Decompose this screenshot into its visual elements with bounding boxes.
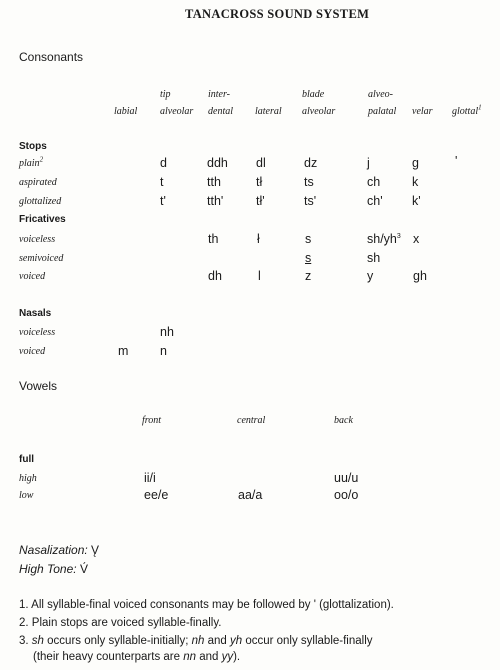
- cell: ii/i: [144, 471, 156, 485]
- cell: j: [367, 156, 370, 170]
- cell: ts': [304, 194, 317, 208]
- cell: ch': [367, 194, 383, 208]
- cell: tth': [207, 194, 224, 208]
- cell: z: [305, 269, 312, 283]
- cell: s: [305, 251, 312, 265]
- cell: tł': [256, 194, 265, 208]
- row-label-glottalized: glottalized: [19, 196, 62, 207]
- cell: d: [160, 156, 167, 170]
- cell: k': [412, 194, 421, 208]
- nasalization-line: Nasalization: V̨: [19, 543, 100, 557]
- cell: k: [412, 175, 419, 189]
- col-front: front: [142, 415, 162, 426]
- consonants-heading: Consonants: [19, 50, 84, 64]
- cell: t: [160, 175, 164, 189]
- cell: uu/u: [334, 471, 359, 485]
- hightone-line: High Tone: V́: [19, 562, 88, 576]
- row-label-low: low: [19, 490, 34, 501]
- cell: $sh/yh^3$: [367, 232, 401, 246]
- col-labial: labial: [114, 106, 138, 117]
- cell: dl: [256, 156, 266, 170]
- nasals-heading: Nasals: [19, 308, 52, 319]
- col-glottal: glottal$^1$: [452, 103, 482, 117]
- col-blade-line1: blade: [302, 89, 325, 100]
- note-1: 1. All syllable-final voiced consonants may be followed by ' (glottalization).: [19, 599, 394, 611]
- cell: dh: [208, 269, 222, 283]
- col-velar: velar: [412, 106, 433, 117]
- row-label-plain: plain$^2$: [19, 155, 44, 169]
- cell: l: [258, 269, 261, 283]
- cell: t': [160, 194, 166, 208]
- note-2: 2. Plain stops are voiced syllable-finally.: [19, 617, 222, 629]
- cell: gh: [413, 269, 427, 283]
- cell: ł: [257, 232, 260, 246]
- cell: n: [160, 344, 167, 358]
- vowels-heading: Vowels: [19, 379, 58, 393]
- row-label-nasal-voiceless: voiceless: [19, 327, 56, 338]
- col-tip-line1: tip: [160, 89, 171, 100]
- col-alveopalatal-line1: alveo-: [368, 89, 393, 100]
- cell: x: [413, 232, 420, 246]
- cell: ts: [304, 175, 314, 189]
- row-label-voiced: voiced: [19, 271, 46, 282]
- cell: oo/o: [334, 488, 359, 502]
- cell: dz: [304, 156, 318, 170]
- stops-heading: Stops: [19, 141, 47, 152]
- cell: ddh: [207, 156, 228, 170]
- cell: tth: [207, 175, 221, 189]
- cell: g: [412, 156, 419, 170]
- cell: sh: [367, 251, 381, 265]
- cell: ch: [367, 175, 381, 189]
- col-palatal: palatal: [368, 106, 397, 117]
- note-3: 3. sh occurs only syllable-initially; nh and yh occur only syllable-finally: [19, 635, 373, 647]
- cell: m: [118, 344, 129, 358]
- cell: th: [208, 232, 219, 246]
- col-back: back: [334, 415, 353, 426]
- col-dental: dental: [208, 106, 233, 117]
- row-label-voiceless: voiceless: [19, 234, 56, 245]
- fricatives-heading: Fricatives: [19, 214, 66, 225]
- col-lateral: lateral: [255, 106, 282, 117]
- full-heading: full: [19, 454, 34, 465]
- row-label-high: high: [19, 473, 37, 484]
- col-central: central: [237, 415, 266, 426]
- col-alveolar: alveolar: [160, 106, 194, 117]
- cell: ee/e: [144, 488, 169, 502]
- col-blade-alveolar: alveolar: [302, 106, 336, 117]
- page-title: TANACROSS SOUND SYSTEM: [185, 7, 370, 21]
- cell: nh: [160, 325, 174, 339]
- col-interdental-line1: inter-: [208, 89, 231, 100]
- cell: ': [455, 154, 458, 168]
- cell: s: [305, 232, 312, 246]
- note-3-continuation: (their heavy counterparts are nn and yy).: [33, 651, 241, 663]
- row-label-semivoiced: semivoiced: [19, 253, 64, 264]
- row-label-nasal-voiced: voiced: [19, 346, 46, 357]
- cell: y: [367, 269, 374, 283]
- cell: tł: [256, 175, 263, 189]
- cell: aa/a: [238, 488, 263, 502]
- row-label-aspirated: aspirated: [19, 177, 57, 188]
